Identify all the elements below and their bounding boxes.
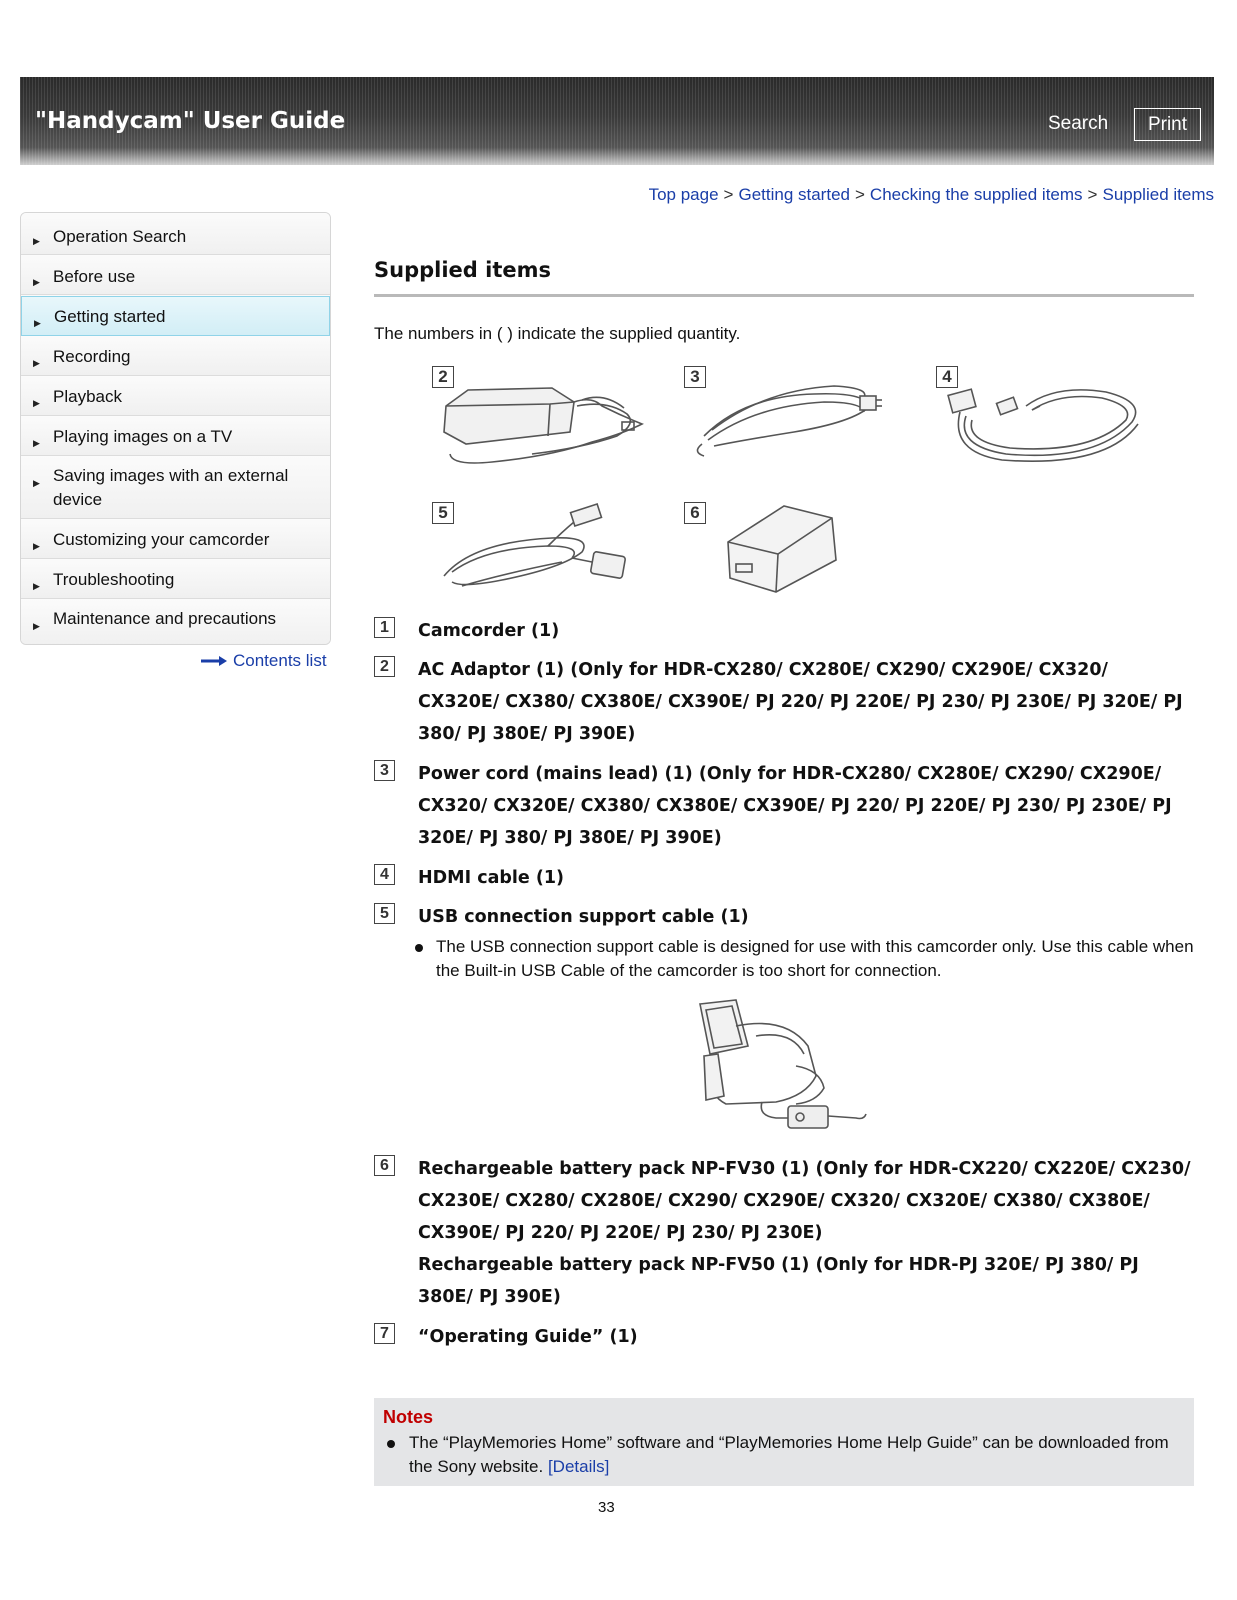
intro-text: The numbers in ( ) indicate the supplied quantity. — [374, 324, 741, 343]
figure-number-badge: 2 — [432, 366, 454, 388]
notes-text — [409, 1431, 1179, 1479]
caret-right-icon: ▶ — [33, 398, 40, 408]
item-text: Rechargeable battery pack NP-FV30 (1) (Only for HDR-CX220/ CX220E/ CX230/ CX230E/ CX280/ CX280E/ CX290/ CX290E/ CX320/ CX320E/ CX380/ CX380E/ CX390E/ PJ 220/ PJ 220E/ PJ 230/ PJ 230E) — [418, 1159, 1191, 1243]
search-button[interactable]: Search — [1048, 113, 1109, 134]
power-cord-illustration — [684, 366, 884, 466]
sidebar-item-troubleshooting[interactable] — [21, 559, 330, 599]
sidebar-item-playing-images-tv[interactable] — [21, 416, 330, 456]
contents-list-label: Contents list — [233, 651, 327, 670]
usb-support-cable-illustration — [432, 502, 642, 594]
caret-right-icon: ▶ — [33, 541, 40, 551]
sidebar-item-label: Playing images on a TV — [53, 427, 233, 446]
list-item — [374, 617, 1194, 649]
sidebar-item-maintenance[interactable] — [21, 599, 330, 645]
page-title: Supplied items — [374, 258, 551, 282]
figure-number-badge: 4 — [936, 366, 958, 388]
ac-adaptor-drawing — [432, 366, 652, 474]
item-text: HDMI cable (1) — [418, 868, 565, 888]
sidebar-item-before-use[interactable] — [21, 255, 330, 295]
item-text-secondary: Rechargeable battery pack NP-FV50 (1) (Only for HDR-PJ 320E/ PJ 380/ PJ 380E/ PJ 390E) — [418, 1255, 1139, 1307]
sidebar-item-label: Saving images with an external device — [53, 466, 289, 509]
usb-support-cable-drawing — [432, 502, 642, 594]
title-divider — [374, 294, 1194, 297]
breadcrumb-separator: > — [1087, 185, 1098, 204]
sidebar-item-label: Troubleshooting — [53, 570, 175, 589]
item-number-badge: 1 — [374, 617, 395, 638]
bullet-icon — [387, 1440, 395, 1448]
item-number-badge: 4 — [374, 864, 395, 885]
breadcrumb-separator: > — [723, 185, 734, 204]
list-item — [374, 760, 1194, 856]
item-number-badge: 6 — [374, 1155, 395, 1176]
guide-title: "Handycam" User Guide — [35, 108, 346, 134]
contents-list-link[interactable] — [201, 651, 327, 671]
sidebar-nav — [20, 212, 331, 645]
sidebar-item-label: Customizing your camcorder — [53, 530, 270, 549]
caret-right-icon: ▶ — [33, 621, 40, 631]
sidebar-item-label: Maintenance and precautions — [53, 609, 277, 628]
item-number-badge: 2 — [374, 656, 395, 677]
notes-title: Notes — [383, 1407, 434, 1427]
figure-number-badge: 6 — [684, 502, 706, 524]
item-number-badge: 3 — [374, 760, 395, 781]
sidebar-item-operation-search[interactable] — [21, 213, 330, 255]
breadcrumb-top-page[interactable]: Top page — [648, 185, 719, 204]
item-text: USB connection support cable (1) — [418, 907, 749, 927]
breadcrumb-supplied-items[interactable]: Supplied items — [1102, 185, 1214, 204]
item-number-badge: 5 — [374, 903, 395, 924]
list-item — [374, 903, 1194, 935]
sidebar-item-getting-started[interactable] — [21, 296, 330, 336]
sidebar-item-label: Recording — [53, 347, 131, 366]
breadcrumb-separator: > — [854, 185, 865, 204]
caret-right-icon: ▶ — [33, 358, 40, 368]
power-cord-drawing — [684, 366, 884, 466]
caret-right-icon: ▶ — [33, 236, 40, 246]
page-number: 33 — [598, 1499, 615, 1516]
caret-right-icon: ▶ — [34, 318, 41, 328]
battery-pack-drawing — [684, 502, 854, 598]
sidebar-item-customizing[interactable] — [21, 519, 330, 559]
caret-right-icon: ▶ — [33, 478, 40, 488]
list-item — [374, 864, 1194, 896]
item-text: “Operating Guide” (1) — [418, 1327, 638, 1347]
sidebar-item-label: Operation Search — [53, 227, 187, 246]
usb-cable-note: The USB connection support cable is designed for use with this camcorder only. Use this cable when the Built-in USB Cable of the camcorder is too short for connection. — [436, 937, 1194, 980]
hdmi-cable-illustration — [936, 366, 1146, 466]
print-button[interactable]: Print — [1134, 108, 1201, 141]
battery-pack-illustration — [684, 502, 854, 598]
sidebar-item-label: Getting started — [54, 307, 166, 326]
details-link[interactable]: [Details] — [547, 1457, 610, 1476]
item-text: Camcorder (1) — [418, 621, 560, 641]
breadcrumb — [649, 185, 1214, 205]
item-number-badge: 7 — [374, 1323, 395, 1344]
sidebar-item-saving-images[interactable] — [21, 456, 330, 519]
notes-box — [374, 1398, 1194, 1486]
sidebar-item-recording[interactable] — [21, 336, 330, 376]
breadcrumb-getting-started[interactable]: Getting started — [738, 185, 850, 204]
sidebar-item-playback[interactable] — [21, 376, 330, 416]
caret-right-icon: ▶ — [33, 438, 40, 448]
sidebar-item-label: Playback — [53, 387, 122, 406]
caret-right-icon: ▶ — [33, 581, 40, 591]
figure-number-badge: 3 — [684, 366, 706, 388]
item-text: AC Adaptor (1) (Only for HDR-CX280/ CX280E/ CX290/ CX290E/ CX320/ CX320E/ CX380/ CX380E/ CX390E/ PJ 220/ PJ 220E/ PJ 230/ PJ 230E/ PJ 320E/ PJ 380/ PJ 380E/ PJ 390E) — [418, 660, 1183, 744]
bullet-icon — [415, 944, 423, 952]
caret-right-icon: ▶ — [33, 277, 40, 287]
arrow-right-icon — [201, 656, 227, 666]
figure-number-badge: 5 — [432, 502, 454, 524]
hdmi-cable-drawing — [936, 366, 1146, 466]
breadcrumb-checking-supplied-items[interactable]: Checking the supplied items — [869, 185, 1083, 204]
list-item — [374, 656, 1194, 752]
header-bar — [20, 77, 1214, 165]
list-item — [374, 1323, 1194, 1355]
list-item — [374, 1155, 1194, 1315]
camcorder-usb-connection-illustration — [696, 996, 868, 1136]
sidebar-item-label: Before use — [53, 267, 136, 286]
ac-adaptor-illustration — [432, 366, 652, 474]
notes-body: The “PlayMemories Home” software and “PlayMemories Home Help Guide” can be downloaded from the Sony website. — [409, 1433, 1169, 1476]
item-text: Power cord (mains lead) (1) (Only for HDR-CX280/ CX280E/ CX290/ CX290E/ CX320/ CX320E/ CX380/ CX380E/ CX390E/ PJ 220/ PJ 220E/ PJ 230/ PJ 230E/ PJ 320E/ PJ 380/ PJ 380E/ PJ 390E) — [418, 764, 1172, 848]
